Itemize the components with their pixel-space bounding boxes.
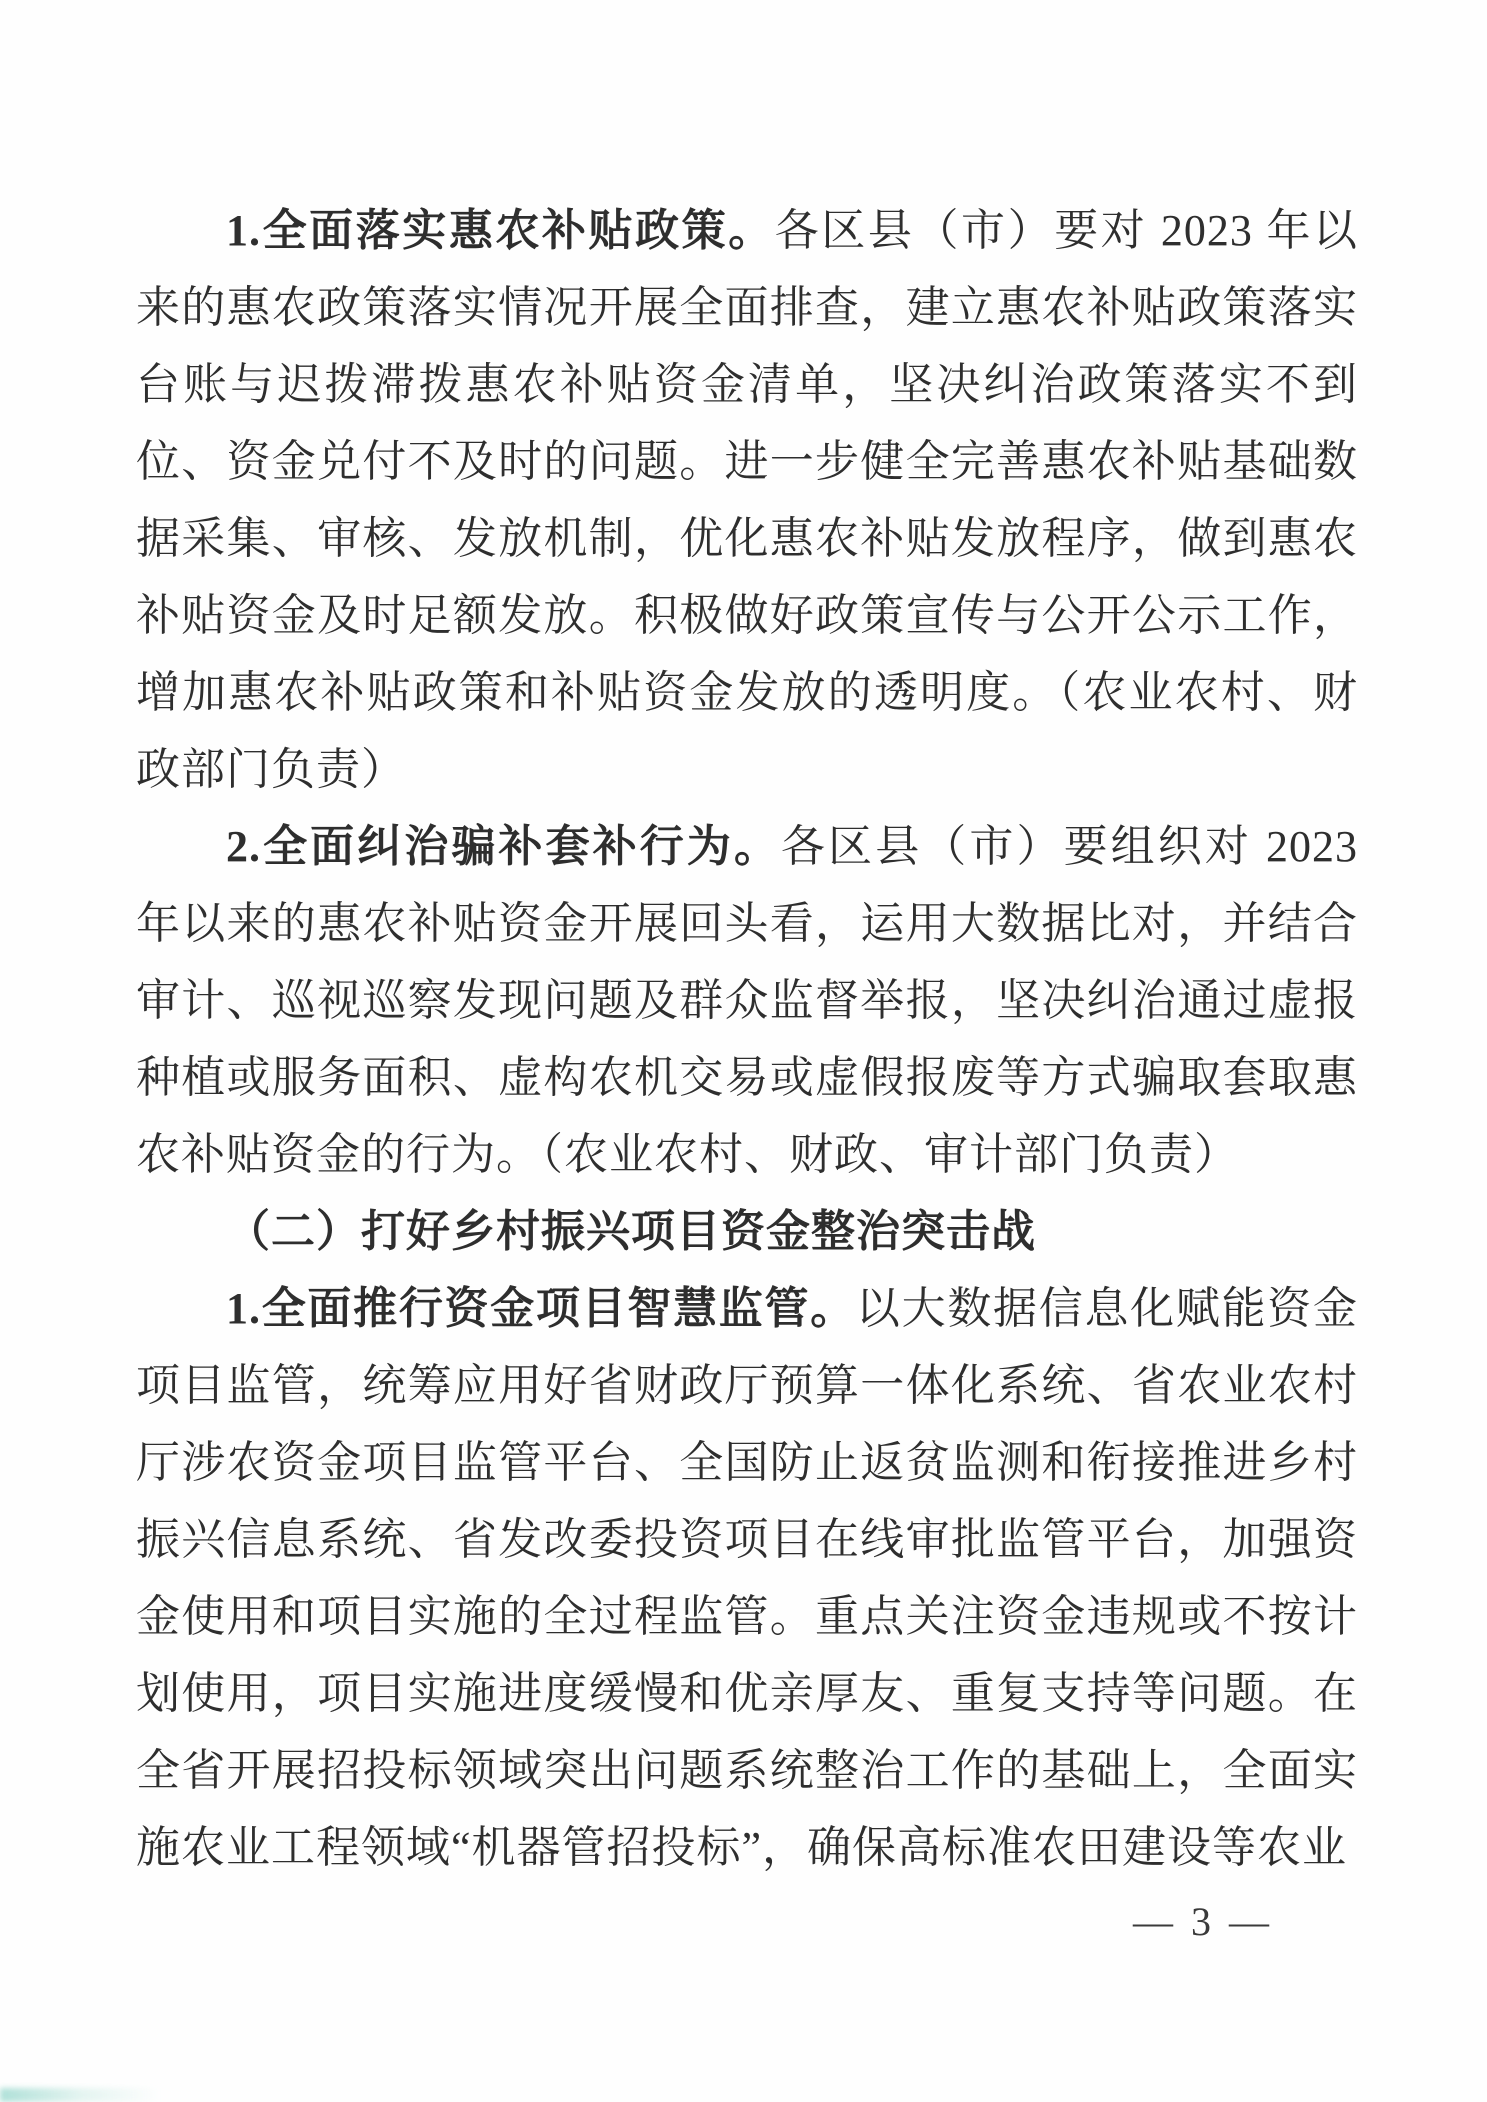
paragraph-text: 以大数据信息化赋能资金项目监管，统筹应用好省财政厅预算一体化系统、省农业农村厅涉农资金项目监管平台、全国防止返贫监测和衔接推进乡村振兴信息系统、省发改委投资项目在线审批监管平台，加强资金使用和项目实施的全过程监管。重点关注资金违规或不按计划使用，项目实施进度缓慢和优亲厚友、重复支持等问题。在全省开展招投标领域突出问题系统整治工作的基础上，全面实施农业工程领域“机器管招投标”，确保高标准农田建设等农业	[136, 1284, 1359, 1872]
paragraph-text: 各区县（市）要组织对 2023 年以来的惠农补贴资金开展回头看，运用大数据比对，并结合审计、巡视巡察发现问题及群众监督举报，坚决纠治通过虚报种植或服务面积、虚构农机交易或虚假报废等方式骗取套取惠农补贴资金的行为。（农业农村、财政、审计部门负责）	[136, 822, 1359, 1179]
paragraph	[136, 808, 1358, 1193]
paragraph-lead: 1.全面推行资金项目智慧监管。	[226, 1284, 856, 1333]
document-body	[136, 192, 1358, 1886]
paragraph-lead: 2.全面纠治骗补套补行为。	[226, 822, 782, 871]
paragraph	[136, 192, 1358, 808]
page-number: — 3 —	[1133, 1899, 1273, 1944]
scan-artifact	[0, 2088, 160, 2102]
paragraph	[136, 1270, 1358, 1886]
paragraph-text: 各区县（市）要对 2023 年以来的惠农政策落实情况开展全面排查，建立惠农补贴政策落实台账与迟拨滞拨惠农补贴资金清单，坚决纠治政策落实不到位、资金兑付不及时的问题。进一步健全完善惠农补贴基础数据采集、审核、发放机制，优化惠农补贴发放程序，做到惠农补贴资金及时足额发放。积极做好政策宣传与公开公示工作，增加惠农补贴政策和补贴资金发放的透明度。（农业农村、财政部门负责）	[136, 206, 1359, 794]
paragraph-lead: 1.全面落实惠农补贴政策。	[226, 206, 775, 255]
section-heading: （二）打好乡村振兴项目资金整治突击战	[226, 1207, 1036, 1256]
